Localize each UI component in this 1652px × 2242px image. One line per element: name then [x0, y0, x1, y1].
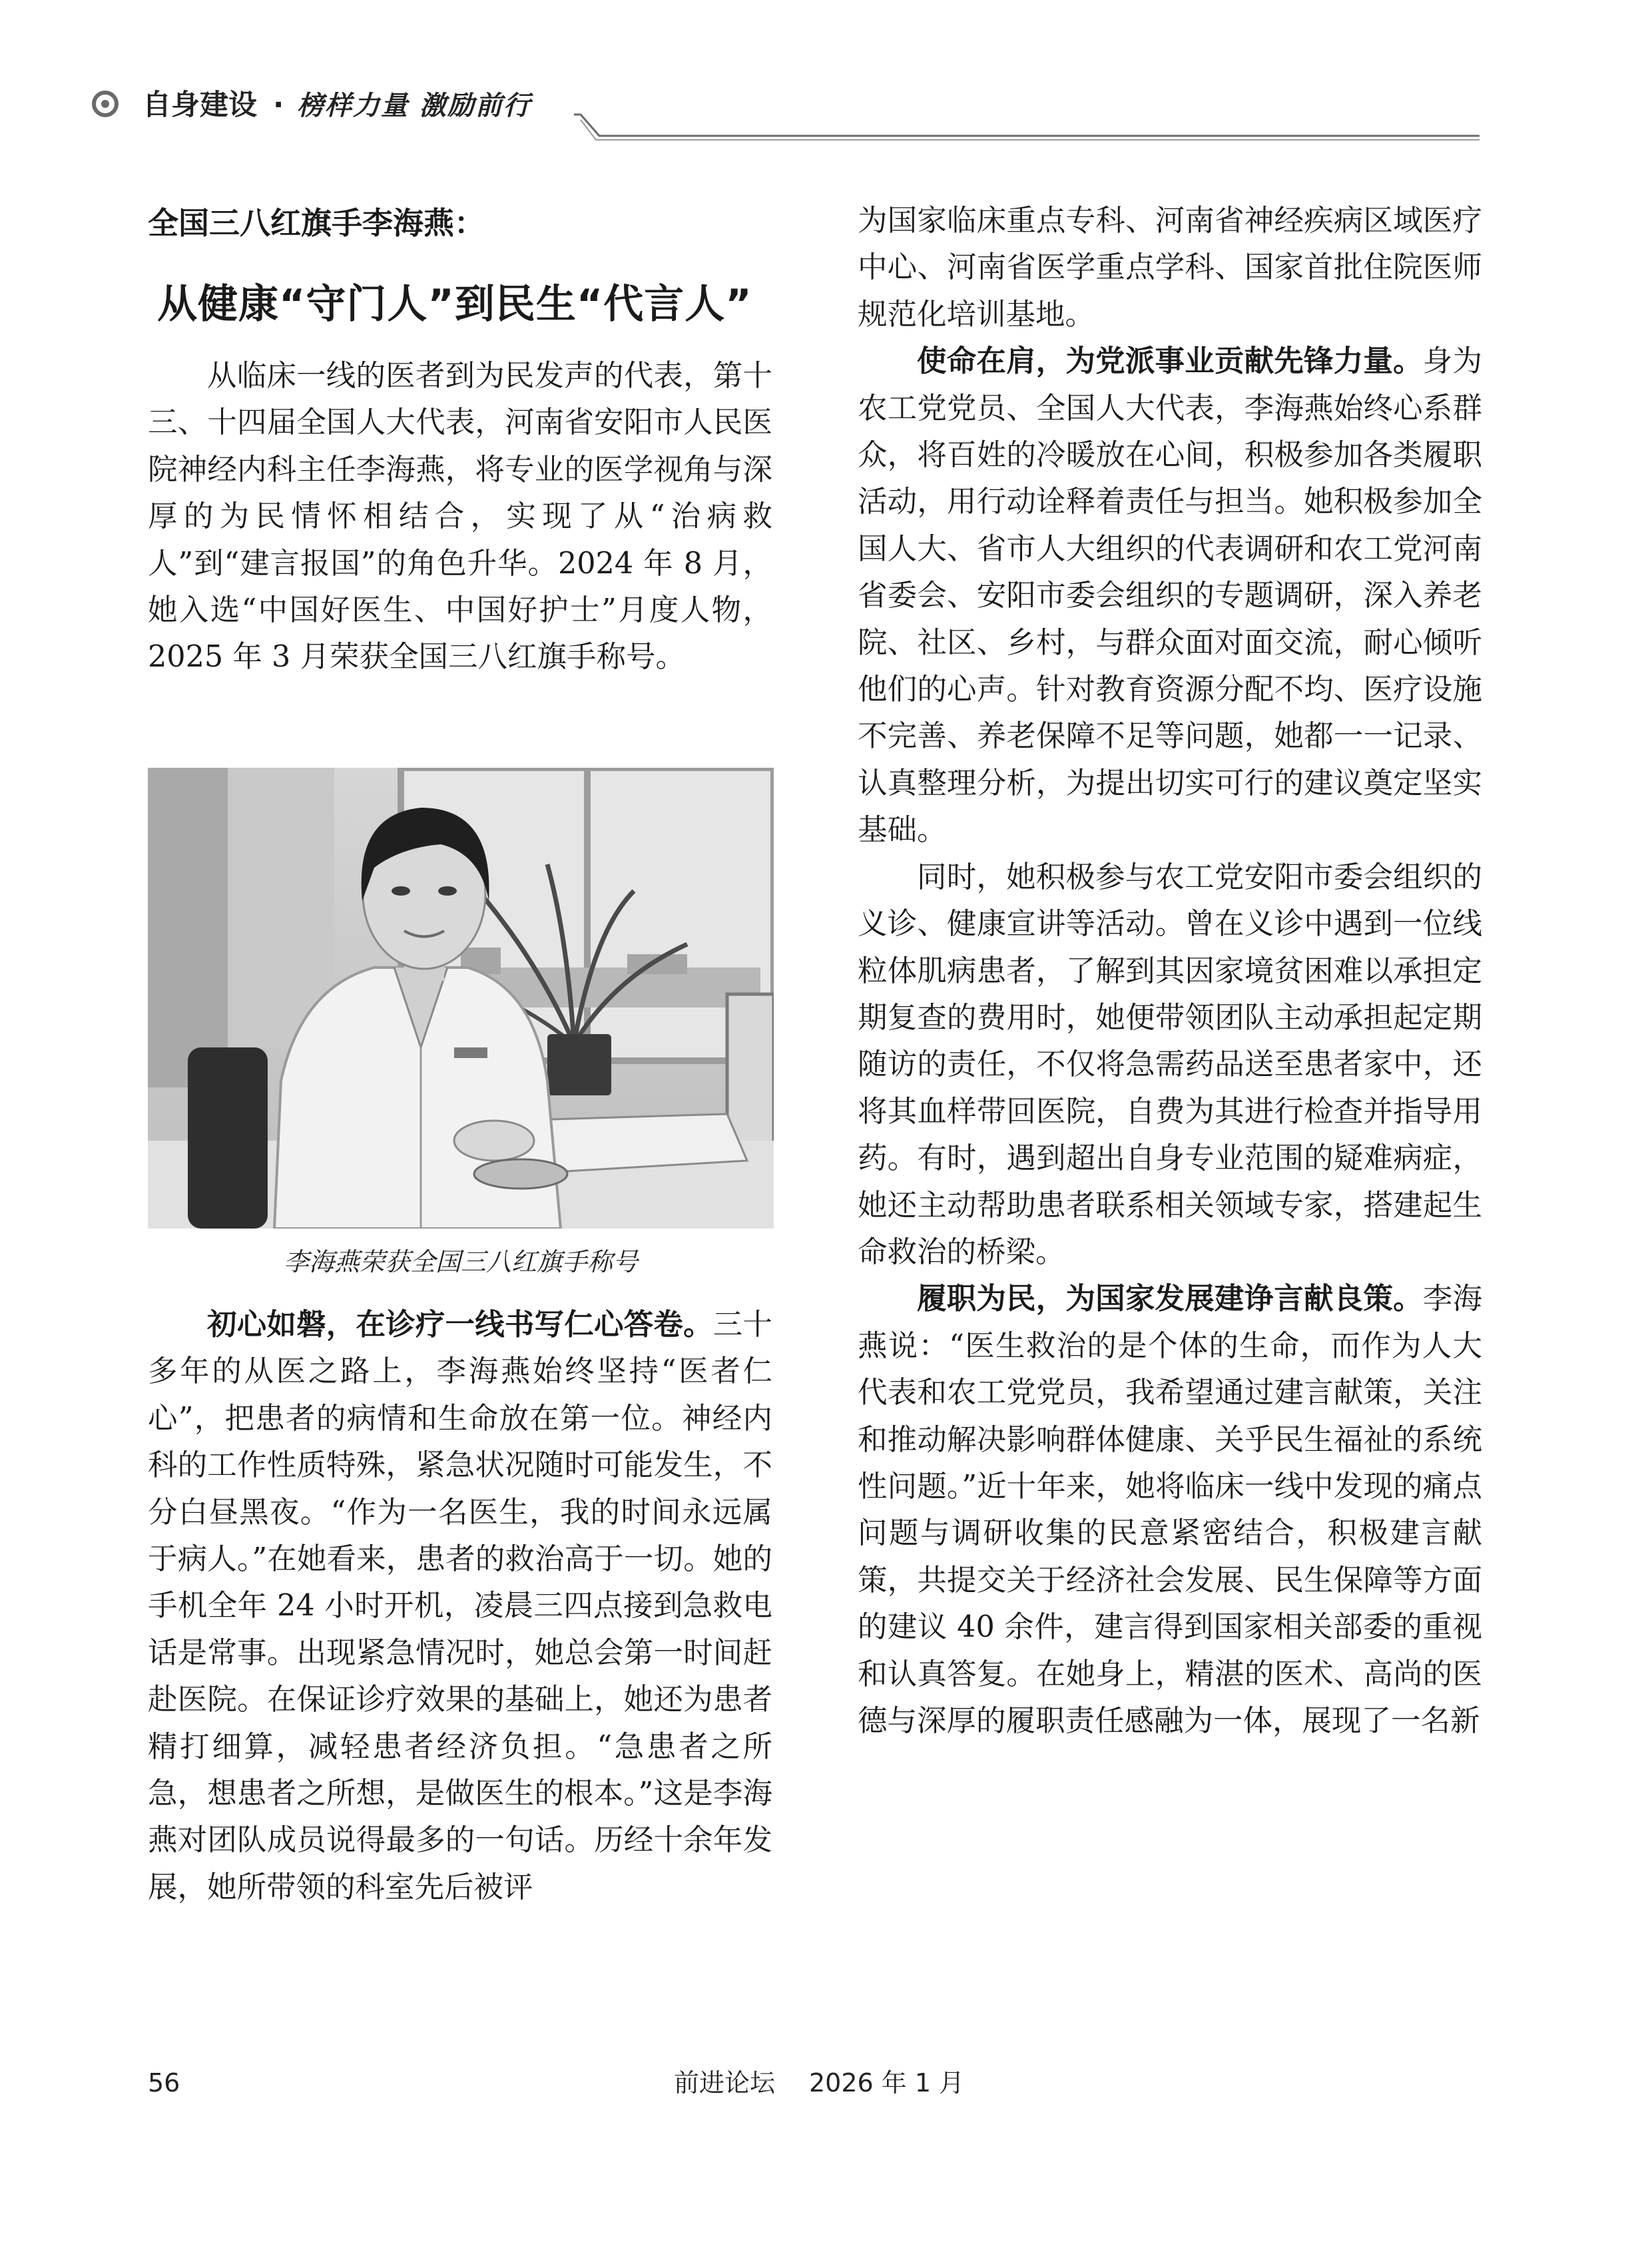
- section-1-continuation: 为国家临床重点专科、河南省神经疾病区域医疗中心、河南省医学重点学科、国家首批住院医师规范化培训基地。: [858, 204, 1482, 332]
- section-3-body: 李海燕说：“医生救治的是个体的生命，而作为人大代表和农工党党员，我希望通过建言献策，关注和推动解决影响群体健康、关乎民生福祉的系统性问题。”近十年来，她将临床一线中发现的痛点问题与调研收集的民意紧密结合，积极建言献策，共提交关于经济社会发展、民生保障等方面的建议 40 余件，建言得到国家相关部委的重视和认真答复。在她身上，精湛的医术、高尚的医德与深厚的履职责任感融为一体，展现了一名新: [858, 1282, 1482, 1738]
- magazine-name: 前进论坛: [674, 2068, 776, 2098]
- section-3-lead: 履职为民，为国家发展建诤言献良策。: [917, 1282, 1423, 1316]
- article-title-line-2: 从健康“守门人”到民生“代言人”: [157, 281, 752, 328]
- header-separator: ·: [273, 89, 284, 122]
- section-2-lead: 使命在肩，为党派事业贡献先锋力量。: [917, 344, 1423, 379]
- header-section-name: 自身建设: [142, 89, 257, 122]
- left-column-section-1: [148, 1302, 772, 1911]
- intro-paragraph: 从临床一线的医者到为民发声的代表，第十三、十四届全国人大代表，河南省安阳市人民医院神经内科主任李海燕，将专业的医学视角与深厚的为民情怀相结合，实现了从“治病救人”到“建言报国”的角色升华。2024 年 8 月，她入选“中国好医生、中国好护士”月度人物，2025 年 3 月荣获全国三八红旗手称号。: [148, 359, 772, 675]
- section-3-paragraph: [858, 1276, 1482, 1745]
- right-column: [858, 198, 1482, 1745]
- header-rule: [0, 0, 1652, 153]
- page-number: 56: [148, 2068, 180, 2098]
- issue-date: 2026 年 1 月: [809, 2068, 965, 2098]
- article-photo: [148, 768, 774, 1229]
- section-2-body: 身为农工党党员、全国人大代表，李海燕始终心系群众，将百姓的冷暖放在心间，积极参加各类履职活动，用行动诠释着责任与担当。她积极参加全国人大、省市人大组织的代表调研和农工党河南省委会、安阳市委会组织的专题调研，深入养老院、社区、乡村，与群众面对面交流，耐心倾听他们的心声。针对教育资源分配不均、医疗设施不完善、养老保障不足等问题，她都一一记录、认真整理分析，为提出切实可行的建议奠定坚实基础。: [858, 344, 1482, 848]
- section-2-paragraph-2: 同时，她积极参与农工党安阳市委会组织的义诊、健康宣讲等活动。曾在义诊中遇到一位线粒体肌病患者，了解到其因家境贫困难以承担定期复查的费用时，她便带领团队主动承担起定期随访的责任，不仅将急需药品送至患者家中，还将其血样带回医院，自费为其进行检查并指导用药。有时，遇到超出自身专业范围的疑难病症，她还主动帮助患者联系相关领域专家，搭建起生命救治的桥梁。: [858, 860, 1482, 1269]
- left-column-intro: [148, 353, 772, 681]
- section-1-paragraph: [148, 1302, 772, 1911]
- header-slogan: 榜样力量 激励前行: [297, 90, 531, 121]
- article-title-line-1: 全国三八红旗手李海燕：: [148, 205, 485, 241]
- section-1-lead: 初心如磐，在诊疗一线书写仁心答卷。: [207, 1308, 713, 1342]
- section-2-paragraph: [858, 338, 1482, 854]
- photo-caption: 李海燕荣获全国三八红旗手称号: [283, 1247, 638, 1276]
- section-1-body: 三十多年的从医之路上，李海燕始终坚持“医者仁心”，把患者的病情和生命放在第一位。神经内科的工作性质特殊，紧急状况随时可能发生，不分白昼黑夜。“作为一名医生，我的时间永远属于病人。”在她看来，患者的救治高于一切。她的手机全年 24 小时开机，凌晨三四点接到急救电话是常事。出现紧急情况时，她总会第一时间赶赴医院。在保证诊疗效果的基础上，她还为患者精打细算，减轻患者经济负担。“急患者之所急，想患者之所想，是做医生的根本。”这是李海燕对团队成员说得最多的一句话。历经十余年发展，她所带领的科室先后被评: [148, 1308, 772, 1904]
